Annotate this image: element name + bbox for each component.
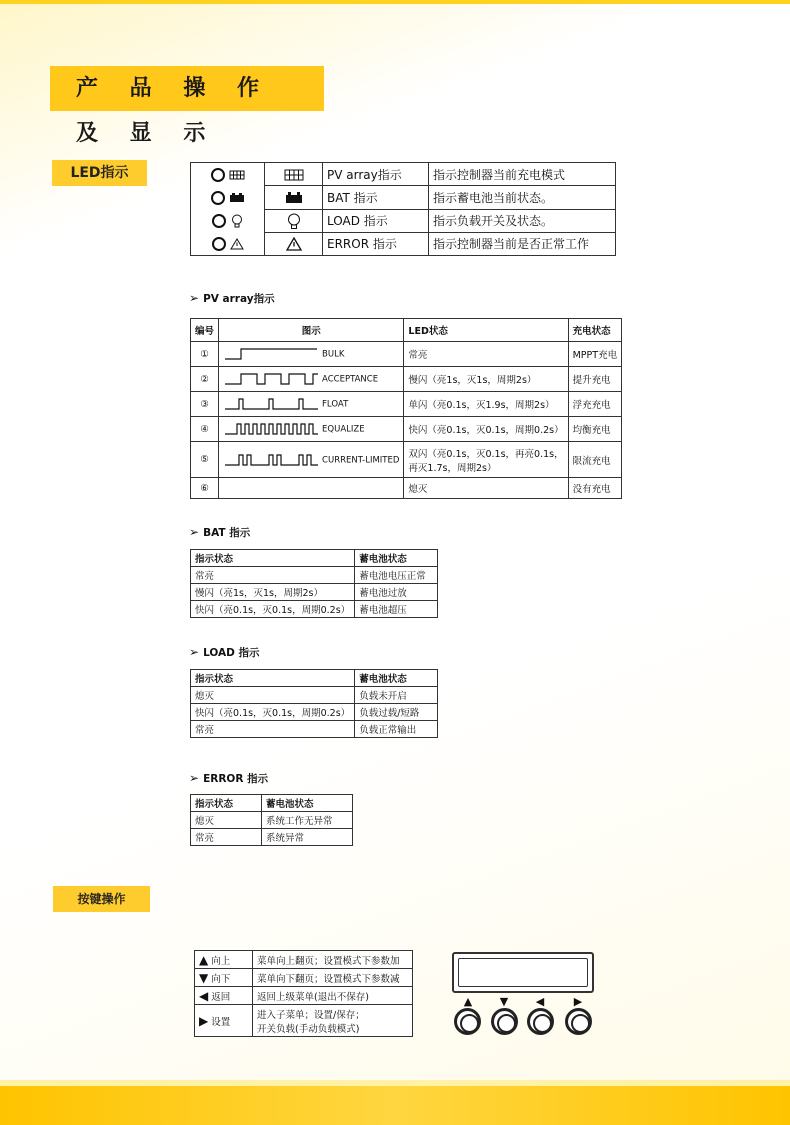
key-name-cell [195,951,253,969]
row-number: ⑤ [191,442,219,478]
arrow-right-icon: ➢ [189,291,200,305]
table-header-row [191,670,438,687]
down-arrow-icon: ▼ [199,970,209,985]
table-header-row [191,795,353,812]
header-cell: 编号 [191,319,219,342]
wave-label: ACCEPTANCE [322,374,379,385]
key-name: 返回 [211,991,231,1003]
table-header-row [191,319,622,342]
table-row [195,987,413,1005]
table-row [195,951,413,969]
row-number: ② [191,367,219,392]
wave-cell [219,392,404,417]
led-desc-cell: 指示控制器当前是否正常工作 [429,232,616,255]
led-overview-table [190,162,616,256]
header-cell: 蓄电池状态 [355,550,438,567]
table-row [191,478,622,499]
charge-state: MPPT充电 [568,342,621,367]
section-tag-led: LED指示 [52,160,147,186]
led-circle-icon [212,237,226,251]
cell: 负载正常输出 [355,721,438,738]
bat-table [190,549,438,618]
bulb-icon [230,214,244,228]
table-row [191,163,616,186]
pv-heading [189,291,275,306]
load-heading [189,645,260,660]
left-arrow-icon: ◀ [199,988,209,1003]
up-arrow-icon: ▲ [463,995,473,1008]
wave-label: EQUALIZE [322,424,365,435]
charge-state: 没有充电 [568,478,621,499]
lcd-screen [458,958,588,987]
load-heading-text: LOAD 指示 [203,647,260,659]
led-name-cell: BAT 指示 [323,186,429,209]
cell: 负载未开启 [355,687,438,704]
key-desc: 菜单向下翻页；设置模式下参数减 [253,969,413,987]
table-row [191,342,622,367]
led-state-line: 双闪（亮0.1s，灭0.1s，再亮0.1s， [408,448,564,460]
cell: 蓄电池电压正常 [355,567,438,584]
charge-state: 浮充充电 [568,392,621,417]
wave-cell [219,367,404,392]
cell: 快闪（亮0.1s，灭0.1s，周期0.2s） [191,704,355,721]
key-desc-line: 进入子菜单；设置/保存； [257,1009,365,1021]
wave-equalize-icon [223,422,319,436]
wave-bulk-icon [223,347,319,361]
table-header-row [191,550,438,567]
pv-heading-text: PV array指示 [203,293,275,305]
cell: 系统异常 [262,829,353,846]
battery-icon [285,192,303,204]
header-cell: 指示状态 [191,795,262,812]
led-state-line: 再灭1.7s，周期2s） [408,462,497,474]
key-desc: 返回上级菜单(退出不保存) [253,987,413,1005]
top-decor-strip [0,0,790,4]
cell: 慢闪（亮1s，灭1s，周期2s） [191,584,355,601]
error-table [190,794,353,846]
wave-cell [219,442,404,478]
led-circle-icon [211,168,225,182]
header-cell: 充电状态 [568,319,621,342]
key-name: 向上 [211,955,231,967]
led-name-cell: ERROR 指示 [323,232,429,255]
header-cell: 蓄电池状态 [262,795,353,812]
bulb-icon [286,213,302,229]
arrow-right-icon: ➢ [189,525,200,539]
wave-label: BULK [322,349,345,360]
key-name-cell [195,987,253,1005]
row-number: ③ [191,392,219,417]
table-row [191,721,438,738]
back-button[interactable] [527,1008,554,1035]
pv-table [190,318,622,499]
wave-label: CURRENT-LIMITED [322,455,400,465]
load-table [190,669,438,738]
wave-acceptance-icon [223,372,319,386]
cell: 常亮 [191,567,355,584]
table-row [191,584,438,601]
table-row [191,812,353,829]
pv-array-icon [284,169,304,181]
row-number: ⑥ [191,478,219,499]
wave-cell [219,478,404,499]
led-icon-cell [265,209,323,232]
bottom-decor-band [0,1086,790,1125]
header-cell: 蓄电池状态 [355,670,438,687]
section-tag-keys: 按键操作 [53,886,150,912]
error-heading-text: ERROR 指示 [203,773,269,785]
led-state: 熄灭 [404,478,568,499]
header-cell: 图示 [219,319,404,342]
table-row [191,829,353,846]
led-desc-cell: 指示蓄电池当前状态。 [429,186,616,209]
cell: 熄灭 [191,812,262,829]
wave-current-limited-icon [223,453,319,467]
led-circle-icon [211,191,225,205]
table-row [191,567,438,584]
cell: 系统工作无异常 [262,812,353,829]
key-desc-line: 开关负载(手动负载模式) [257,1023,360,1035]
warning-icon [286,237,302,251]
header-cell: 指示状态 [191,550,355,567]
page-title: 产 品 操 作 及 显 示 [50,66,324,111]
cell: 蓄电池过放 [355,584,438,601]
cell: 蓄电池超压 [355,601,438,618]
led-icon-cell [265,186,323,209]
wave-cell [219,342,404,367]
charge-state: 均衡充电 [568,417,621,442]
down-button[interactable] [491,1008,518,1035]
row-number: ④ [191,417,219,442]
table-row [191,417,622,442]
led-state: 常亮 [404,342,568,367]
right-arrow-icon: ▶ [199,1013,209,1028]
controller-display [452,952,594,993]
bat-heading-text: BAT 指示 [203,527,251,539]
table-row [191,601,438,618]
warning-icon [230,238,244,250]
led-state [404,442,568,478]
led-desc-cell: 指示控制器当前充电模式 [429,163,616,186]
error-heading [189,771,268,786]
bat-heading [189,525,250,540]
key-desc [253,1005,413,1037]
pv-array-icon [229,170,245,180]
table-row [195,1005,413,1037]
key-name-cell [195,969,253,987]
led-state: 快闪（亮0.1s，灭0.1s，周期0.2s） [404,417,568,442]
led-desc-cell: 指示负载开关及状态。 [429,209,616,232]
battery-icon [229,193,245,203]
led-state: 慢闪（亮1s，灭1s，周期2s） [404,367,568,392]
wave-cell [219,417,404,442]
cell: 快闪（亮0.1s，灭0.1s，周期0.2s） [191,601,355,618]
led-name-cell: PV array指示 [323,163,429,186]
charge-state: 提升充电 [568,367,621,392]
up-button[interactable] [454,1008,481,1035]
table-row [191,704,438,721]
set-button[interactable] [565,1008,592,1035]
key-name: 设置 [211,1016,231,1028]
led-state: 单闪（亮0.1s，灭1.9s，周期2s） [404,392,568,417]
table-row [191,367,622,392]
table-row [195,969,413,987]
led-icon-cell [265,163,323,186]
header-cell: LED状态 [404,319,568,342]
led-icon-cell [265,232,323,255]
row-number: ① [191,342,219,367]
cell: 负载过载/短路 [355,704,438,721]
right-arrow-icon: ▶ [573,995,583,1008]
key-desc: 菜单向上翻页；设置模式下参数加 [253,951,413,969]
wave-float-icon [223,397,319,411]
key-name-cell [195,1005,253,1037]
led-circle-icon [212,214,226,228]
table-row [191,687,438,704]
key-table [194,950,413,1037]
left-arrow-icon: ◀ [535,995,545,1008]
cell: 常亮 [191,721,355,738]
led-icons-cell [191,163,265,256]
down-arrow-icon: ▼ [499,995,509,1008]
cell: 熄灭 [191,687,355,704]
led-name-cell: LOAD 指示 [323,209,429,232]
up-arrow-icon: ▲ [199,952,209,967]
header-cell: 指示状态 [191,670,355,687]
table-row [191,392,622,417]
charge-state: 限流充电 [568,442,621,478]
wave-label: FLOAT [322,399,349,410]
arrow-right-icon: ➢ [189,645,200,659]
arrow-right-icon: ➢ [189,771,200,785]
table-row [191,442,622,478]
cell: 常亮 [191,829,262,846]
key-name: 向下 [211,973,231,985]
